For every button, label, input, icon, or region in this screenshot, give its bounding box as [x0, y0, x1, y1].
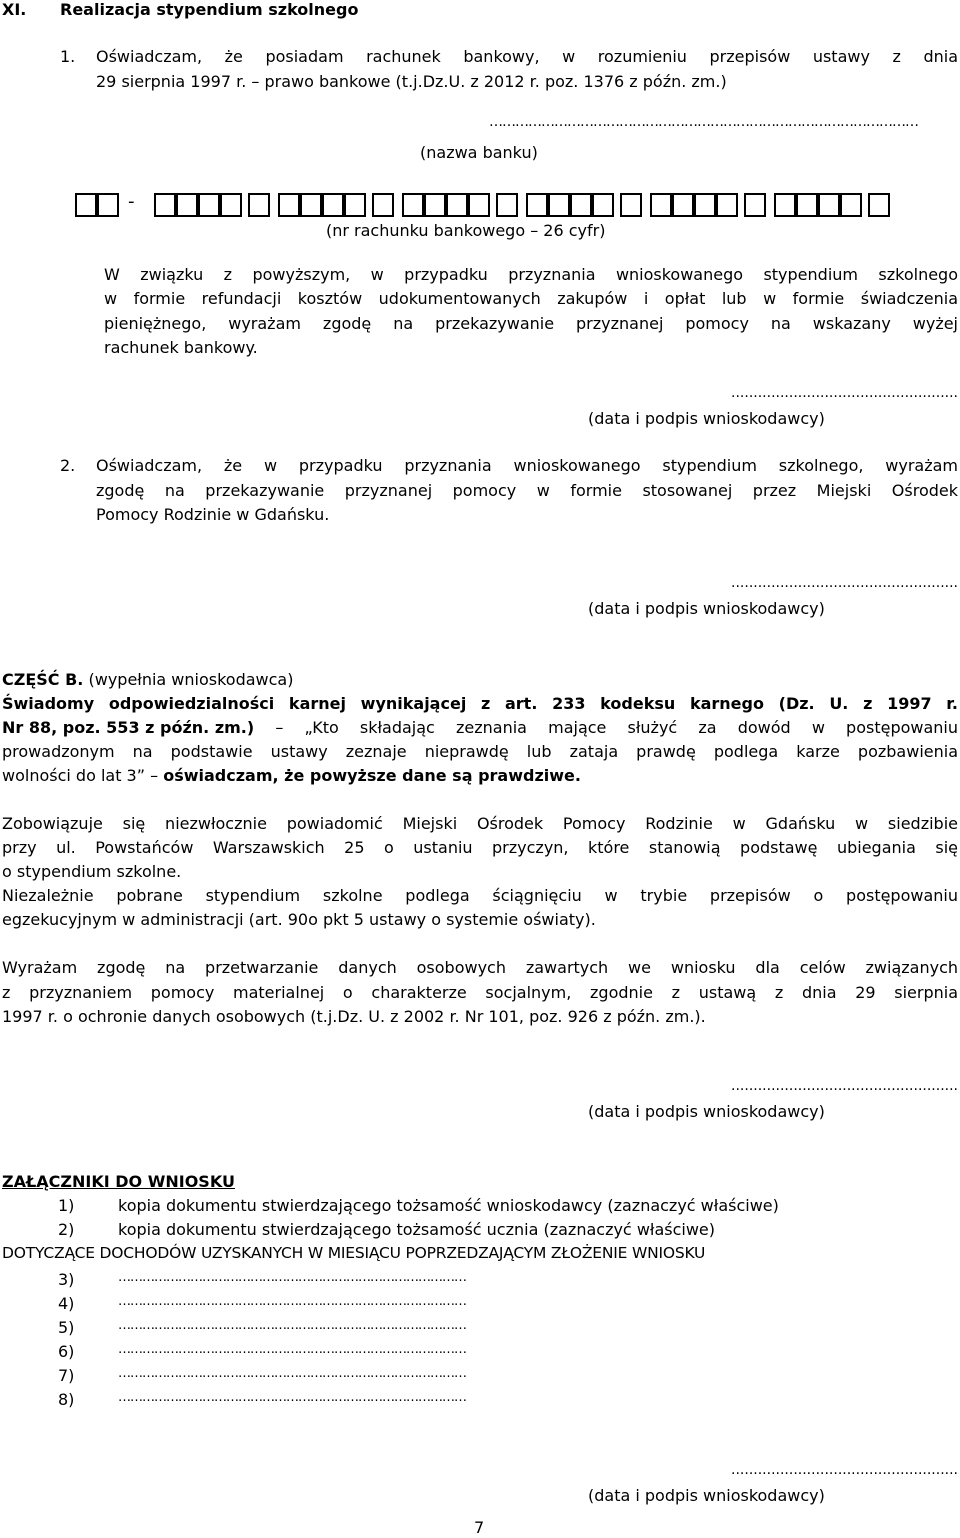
- obligation-line-5: egzekucyjnym w administracji (art. 90o pkt 5 ustawy o systemie oświaty).: [2, 910, 596, 929]
- attachment-1-text: kopia dokumentu stwierdzającego tożsamość wnioskodawcy (zaznaczyć właściwe): [118, 1196, 779, 1215]
- consent1-line-2: w formie refundacji kosztów udokumentowanych zakupów i opłat lub w formie świadczenia: [104, 289, 958, 308]
- attachment-5-field[interactable]: ……………………………………………………………………………: [118, 1318, 466, 1333]
- account-digit-box[interactable]: [496, 193, 518, 217]
- attachment-8-number: 8): [58, 1390, 75, 1409]
- attachment-4-field[interactable]: ……………………………………………………………………………: [118, 1294, 466, 1309]
- attachment-6-field[interactable]: ……………………………………………………………………………: [118, 1342, 466, 1357]
- account-digit-box[interactable]: [868, 193, 890, 217]
- account-digit-box[interactable]: [570, 193, 592, 217]
- section-number: XI.: [2, 0, 27, 19]
- part-b-note: (wypełnia wnioskodawca): [88, 670, 294, 689]
- attachments-heading: ZAŁĄCZNIKI DO WNIOSKU: [2, 1172, 235, 1191]
- obligation-line-4: Niezależnie pobrane stypendium szkolne podlega ściągnięciu w trybie przepisów o postępowaniu: [2, 886, 958, 905]
- consent1-line-4: rachunek bankowy.: [104, 338, 258, 357]
- obligation-line-3: o stypendium szkolne.: [2, 862, 182, 881]
- attachment-7-number: 7): [58, 1366, 75, 1385]
- attachment-3-field[interactable]: ……………………………………………………………………………: [118, 1270, 466, 1285]
- account-digit-box[interactable]: [446, 193, 468, 217]
- item2-line-1: Oświadczam, że w przypadku przyznania wnioskowanego stypendium szkolnego, wyrażam: [96, 456, 958, 475]
- account-digit-box[interactable]: [75, 193, 97, 217]
- account-digit-box[interactable]: [424, 193, 446, 217]
- signature-label: (data i podpis wnioskodawcy): [588, 1486, 825, 1505]
- item2-line-2: zgodę na przekazywanie przyznanej pomocy w formie stosowanej przez Miejski Ośrodek: [96, 481, 958, 500]
- account-digit-box[interactable]: [220, 193, 242, 217]
- attachment-8-field[interactable]: ……………………………………………………………………………: [118, 1390, 466, 1405]
- item2-number: 2.: [60, 456, 76, 475]
- account-digit-box[interactable]: [372, 193, 394, 217]
- signature-label: (data i podpis wnioskodawcy): [588, 1102, 825, 1121]
- page-number: 7: [474, 1518, 485, 1537]
- account-digit-box[interactable]: [650, 193, 672, 217]
- account-digit-box[interactable]: [672, 193, 694, 217]
- part-b-heading-row: [2, 670, 293, 689]
- bank-name-label: (nazwa banku): [420, 143, 538, 162]
- attachment-3-number: 3): [58, 1270, 75, 1289]
- item1-number: 1.: [60, 47, 76, 66]
- account-digit-box[interactable]: [818, 193, 840, 217]
- income-heading: DOTYCZĄCE DOCHODÓW UZYSKANYCH W MIESIĄCU POPRZEDZAJĄCYM ZŁOŻENIE WNIOSKU: [2, 1244, 706, 1262]
- account-digit-box[interactable]: [744, 193, 766, 217]
- consent1-line-1: W związku z powyższym, w przypadku przyznania wnioskowanego stypendium szkolnego: [104, 265, 958, 284]
- signature-line[interactable]: ...................................................: [731, 385, 958, 401]
- account-digit-box[interactable]: [322, 193, 344, 217]
- section-title: Realizacja stypendium szkolnego: [60, 0, 359, 19]
- account-digit-box[interactable]: [694, 193, 716, 217]
- obligation-line-1: Zobowiązuje się niezwłocznie powiadomić Miejski Ośrodek Pomocy Rodzinie w Gdańsku w siedzibie: [2, 814, 958, 833]
- attachment-1-number: 1): [58, 1196, 75, 1215]
- account-digit-box[interactable]: [300, 193, 322, 217]
- part-b-heading: CZĘŚĆ B.: [2, 670, 84, 689]
- attachment-5-number: 5): [58, 1318, 75, 1337]
- account-digit-box[interactable]: [198, 193, 220, 217]
- rodo-line-1: Wyrażam zgodę na przetwarzanie danych osobowych zawartych we wniosku dla celów związanych: [2, 958, 958, 977]
- account-digit-box[interactable]: [774, 193, 796, 217]
- account-digit-box[interactable]: [468, 193, 490, 217]
- obligation-line-2: przy ul. Powstańców Warszawskich 25 o ustaniu przyczyn, które stanowią podstawę ubiegania się: [2, 838, 958, 857]
- signature-label: (data i podpis wnioskodawcy): [588, 409, 825, 428]
- item1-line-1: Oświadczam, że posiadam rachunek bankowy, w rozumieniu przepisów ustawy z dnia: [96, 47, 958, 66]
- account-digit-box[interactable]: [592, 193, 614, 217]
- attachment-2-number: 2): [58, 1220, 75, 1239]
- item2-line-3: Pomocy Rodzinie w Gdańsku.: [96, 505, 330, 524]
- account-digit-box[interactable]: [176, 193, 198, 217]
- account-digit-box[interactable]: [796, 193, 818, 217]
- attachment-2-text: kopia dokumentu stwierdzającego tożsamość ucznia (zaznaczyć właściwe): [118, 1220, 715, 1239]
- signature-line[interactable]: ...................................................: [731, 1078, 958, 1094]
- account-digit-box[interactable]: [97, 193, 119, 217]
- part-b-line-4-bold: oświadczam, że powyższe dane są prawdziwe.: [163, 766, 581, 785]
- account-digit-box[interactable]: [154, 193, 176, 217]
- part-b-line-1: Świadomy odpowiedzialności karnej wynikającej z art. 233 kodeksu karnego (Dz. U. z 1997 r.: [2, 694, 958, 713]
- account-digit-box[interactable]: [402, 193, 424, 217]
- bank-name-dots[interactable]: ………………………………………………………………………………………: [489, 114, 918, 130]
- signature-label: (data i podpis wnioskodawcy): [588, 599, 825, 618]
- account-digit-box[interactable]: [248, 193, 270, 217]
- account-digit-box[interactable]: [840, 193, 862, 217]
- consent1-line-3: pieniężnego, wyrażam zgodę na przekazywanie przyznanej pomocy na wskazany wyżej: [104, 314, 958, 333]
- account-digit-box[interactable]: [526, 193, 548, 217]
- signature-line[interactable]: ...................................................: [731, 1462, 958, 1478]
- part-b-line-2: [2, 718, 958, 737]
- attachment-7-field[interactable]: ……………………………………………………………………………: [118, 1366, 466, 1381]
- part-b-line-2-bold: Nr 88, poz. 553 z późn. zm.): [2, 718, 255, 737]
- rodo-line-3: 1997 r. o ochronie danych osobowych (t.j.Dz. U. z 2002 r. Nr 101, poz. 926 z późn. zm.).: [2, 1007, 706, 1026]
- account-digit-box[interactable]: [344, 193, 366, 217]
- rodo-line-2: z przyznaniem pomocy materialnej o charakterze socjalnym, zgodnie z ustawą z dnia 29 sierpnia: [2, 983, 958, 1002]
- account-digit-box[interactable]: [548, 193, 570, 217]
- account-dash: -: [128, 191, 135, 212]
- account-digit-box[interactable]: [278, 193, 300, 217]
- part-b-line-2-text: – „Kto składając zeznania mające służyć za dowód w postępowaniu: [254, 718, 958, 737]
- account-digit-box[interactable]: [716, 193, 738, 217]
- account-digit-box[interactable]: [620, 193, 642, 217]
- attachment-4-number: 4): [58, 1294, 75, 1313]
- part-b-line-4-text: wolności do lat 3” –: [2, 766, 164, 785]
- account-number-label: (nr rachunku bankowego – 26 cyfr): [326, 221, 606, 240]
- attachment-6-number: 6): [58, 1342, 75, 1361]
- part-b-line-4: [2, 766, 581, 785]
- signature-line[interactable]: ...................................................: [731, 575, 958, 591]
- part-b-line-3: prowadzonym na podstawie ustawy zeznaje nieprawdę lub zataja prawdę podlega karze pozbawienia: [2, 742, 958, 761]
- item1-line-2: 29 sierpnia 1997 r. – prawo bankowe (t.j.Dz.U. z 2012 r. poz. 1376 z późn. zm.): [96, 72, 727, 91]
